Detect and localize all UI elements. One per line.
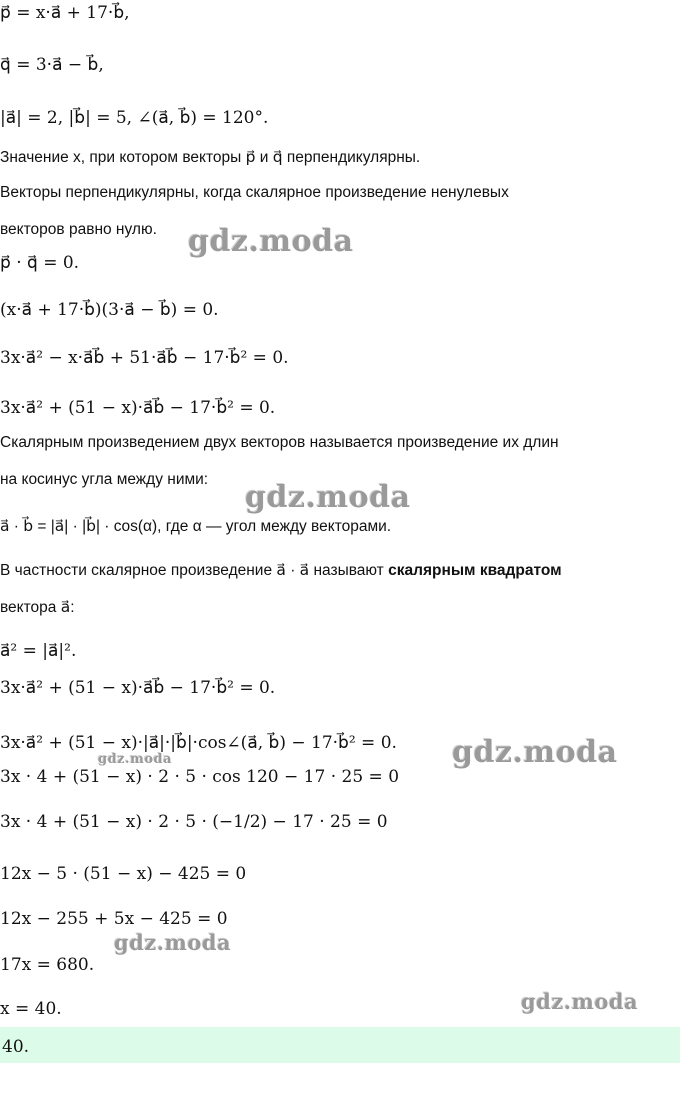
given-magnitudes: |a⃗| = 2, |b⃗| = 5, ∠(a⃗, b⃗) = 120°. [0, 108, 269, 128]
scalar-square-note-end: вектора a⃗: [0, 599, 75, 616]
watermark-logo: gdz.moda [98, 752, 173, 767]
definition-line1: Скалярным произведением двух векторов называется произведение их длин [0, 434, 559, 451]
definition-line2: на косинус угла между ними: [0, 471, 209, 488]
given-vector-p: p⃗ = x·a⃗ + 17·b⃗, [0, 3, 130, 23]
dot-product-formula: a⃗ · b⃗ = |a⃗| · |b⃗| · cos(α), где α — угол между векторами. [0, 518, 392, 535]
substituted-definition: 3x·a⃗² + (51 − x)·|a⃗|·|b⃗|·cos∠(a⃗, b⃗) − 17·b⃗² = 0. [0, 733, 397, 753]
watermark-logo: gdz.moda [114, 930, 232, 955]
scalar-square-note [0, 562, 562, 581]
watermark-logo: gdz.moda [188, 224, 354, 259]
watermark-logo: gdz.moda [245, 480, 411, 515]
scalar-square-term: скалярным квадратом [388, 562, 562, 579]
perpendicular-rule-line2: векторов равно нулю. [0, 221, 157, 238]
grouped-terms: 3x·a⃗² + (51 − x)·a⃗b⃗ − 17·b⃗² = 0. [0, 398, 276, 418]
collected-equation: 17x = 680. [0, 955, 95, 975]
numeric-substitution: 3x · 4 + (51 − x) · 2 · 5 · cos 120 − 17 · 25 = 0 [0, 767, 400, 787]
scalar-square-formula: a⃗² = |a⃗|². [0, 641, 77, 661]
perpendicular-rule-line1: Векторы перпендикулярны, когда скалярное произведение ненулевых [0, 184, 509, 201]
expanded-terms: 3x·a⃗² − x·a⃗b⃗ + 51·a⃗b⃗ − 17·b⃗² = 0. [0, 348, 289, 368]
expanded-product: (x·a⃗ + 17·b⃗)(3·a⃗ − b⃗) = 0. [0, 300, 219, 320]
dot-product-zero: p⃗ · q⃗ = 0. [0, 253, 80, 273]
cosine-substitution: 3x · 4 + (51 − x) · 2 · 5 · (−1/2) − 17 · 25 = 0 [0, 812, 388, 832]
watermark-logo: gdz.moda [452, 735, 618, 770]
scalar-square-note-text: В частности скалярное произведение a⃗ · a⃗ называют скалярным квадратом [0, 562, 562, 579]
expanded-equation: 12x − 255 + 5x − 425 = 0 [0, 909, 228, 929]
grouped-terms-repeat: 3x·a⃗² + (51 − x)·a⃗b⃗ − 17·b⃗² = 0. [0, 678, 276, 698]
given-vector-q: q⃗ = 3·a⃗ − b⃗, [0, 55, 104, 75]
answer-bar [0, 1027, 680, 1063]
watermark-logo: gdz.moda [521, 989, 639, 1014]
task-statement: Значение x, при котором векторы p⃗ и q⃗ перпендикулярны. [0, 149, 421, 166]
simplified-equation: 12x − 5 · (51 − x) − 425 = 0 [0, 864, 247, 884]
solution-x: x = 40. [0, 999, 62, 1019]
answer-value: 40. [2, 1037, 30, 1057]
